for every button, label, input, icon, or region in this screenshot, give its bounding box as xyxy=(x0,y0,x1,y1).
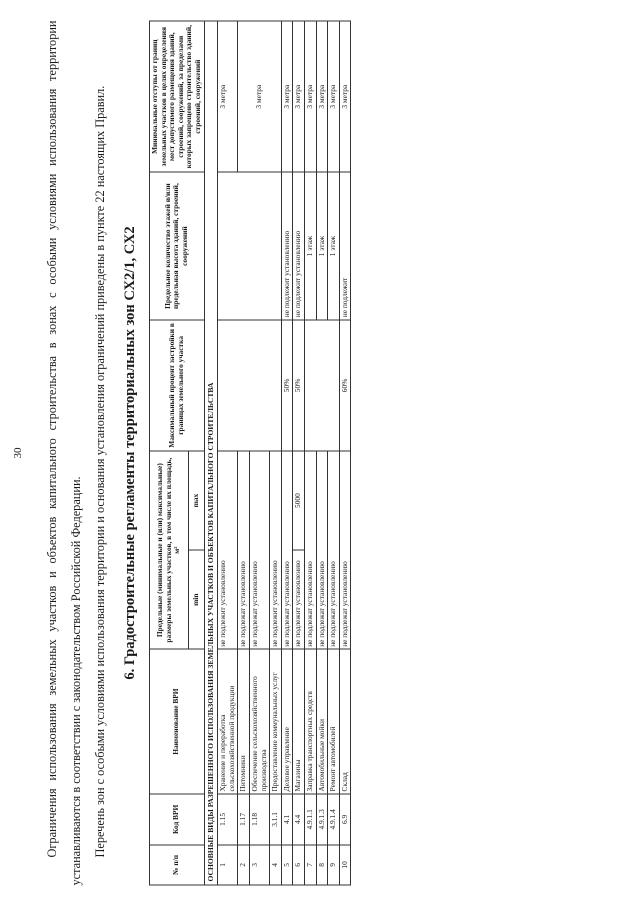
regulations-table xyxy=(149,20,351,885)
cell-size: не подлежат установлению xyxy=(328,451,340,649)
table-row xyxy=(281,21,293,885)
table-row xyxy=(328,21,340,885)
cell-floors: 1 этаж xyxy=(304,172,316,319)
cell-num: 9 xyxy=(328,844,340,884)
header-size: Предельные (минимальные и (или) максимальные) размеры земельных участков, в том числе их площадь, м² xyxy=(150,451,189,649)
table-row xyxy=(304,21,316,885)
cell-setback: 3 метра xyxy=(218,21,238,172)
cell-setback: 3 метра xyxy=(328,21,340,172)
cell-percent: 60% xyxy=(339,319,351,450)
cell-code: 1.17 xyxy=(238,793,250,844)
cell-num: 2 xyxy=(238,844,250,884)
cell-floors: не подлежит установлению xyxy=(293,172,305,319)
section-title: ОСНОВНЫЕ ВИДЫ РАЗРЕШЕННОГО ИСПОЛЬЗОВАНИЯ ЗЕМЕЛЬНЫХ УЧАСТКОВ И ОБЪЕКТОВ КАПИТАЛЬНОГО СТРОИТЕЛЬСТВА xyxy=(204,21,218,885)
cell-name: Автомобильные мойки xyxy=(316,649,328,794)
cell-floors: не подлежит xyxy=(339,172,351,319)
table-row xyxy=(316,21,328,885)
cell-size: не подлежат установлению xyxy=(281,451,293,649)
cell-max: 5000 xyxy=(293,451,305,550)
cell-size: не подлежат установлению xyxy=(238,451,250,649)
header-name: Наименование ВРИ xyxy=(150,649,205,794)
header-code: Код ВРИ xyxy=(150,793,205,844)
cell-num: 3 xyxy=(249,844,269,884)
cell-code: 1.15 xyxy=(218,793,238,844)
cell-num: 4 xyxy=(270,844,282,884)
page-number: 30 xyxy=(12,447,24,458)
cell-size: не подлежит установлению xyxy=(270,451,282,649)
cell-name: Ремонт автомобилей xyxy=(328,649,340,794)
table-section-row xyxy=(204,21,218,885)
cell-num: 8 xyxy=(316,844,328,884)
cell-percent: 50% xyxy=(293,319,305,450)
header-floors: Предельное количество этажей и/или предельная высота зданий, строений, сооружений xyxy=(150,172,205,319)
cell-code: 4.1 xyxy=(281,793,293,844)
cell-code: 4.9.1.4 xyxy=(328,793,340,844)
table-row xyxy=(293,21,305,885)
cell-floors: 1 этаж xyxy=(328,172,340,319)
cell-setback: 3 метра xyxy=(293,21,305,172)
cell-num: 10 xyxy=(339,844,351,884)
cell-code: 1.18 xyxy=(249,793,269,844)
header-max: max xyxy=(188,451,204,550)
cell-percent xyxy=(304,319,339,450)
table-header-row xyxy=(150,21,189,885)
cell-num: 5 xyxy=(281,844,293,884)
cell-name: Хранение и переработка сельскохозяйственной продукции xyxy=(218,649,238,794)
intro-paragraph-2: Перечень зон с особыми условиями использования территории и основания установления ограничений приведены в пункте 22 настоящих Правил. xyxy=(93,85,107,857)
cell-name: Деловое управление xyxy=(281,649,293,794)
rotated-page-content xyxy=(12,20,600,885)
cell-floors: не подлежит установлению xyxy=(281,172,293,319)
cell-setback: 3 метра xyxy=(281,21,293,172)
cell-percent xyxy=(218,319,282,450)
cell-name: Склад xyxy=(339,649,351,794)
cell-size: не подлежит установлению xyxy=(218,451,238,649)
intro-paragraph-1: Ограничения использования земельных участков и объектов капитального строительства в зонах с особыми условиями использования территории устанавливаются в соответствии с законодательством Российской Федерации. xyxy=(45,20,83,885)
header-num: № п/п xyxy=(150,844,205,884)
cell-setback: 3 метра xyxy=(339,21,351,172)
table-row xyxy=(218,21,238,885)
cell-floors xyxy=(218,172,282,319)
cell-code: 4.9.1.3 xyxy=(316,793,328,844)
header-setback: Минимальные отступы от границ земельных участков в целях определения мест допустимого размещения зданий, строений, сооружений, за пределами которых запрещено строительство зданий, строений, сооружений xyxy=(150,21,205,172)
cell-code: 3.1.1 xyxy=(270,793,282,844)
cell-min: не подлежит установлению xyxy=(293,550,305,649)
cell-code: 6.9 xyxy=(339,793,351,844)
cell-setback: 3 метра xyxy=(316,21,328,172)
cell-name: Обеспечение сельскохозяйственного производства xyxy=(249,649,269,794)
cell-num: 7 xyxy=(304,844,316,884)
table-row xyxy=(339,21,351,885)
cell-floors: 1 этаж xyxy=(316,172,328,319)
cell-code: 4.9.1.1 xyxy=(304,793,316,844)
cell-name: Предоставление коммунальных услуг xyxy=(270,649,282,794)
cell-name: Магазины xyxy=(293,649,305,794)
header-min: min xyxy=(188,550,204,649)
cell-code: 4.4 xyxy=(293,793,305,844)
cell-size: не подлежат установлению xyxy=(304,451,316,649)
table-row xyxy=(238,21,250,885)
cell-size: не подлежат установлению xyxy=(316,451,328,649)
section-heading: 6. Градостроительные регламенты территориальных зон СХ2/1, СХ2 xyxy=(122,225,138,680)
cell-name: Заправка транспортных средств xyxy=(304,649,316,794)
cell-name: Питомники xyxy=(238,649,250,794)
cell-percent: 50% xyxy=(281,319,293,450)
cell-size: не подлежат установлению xyxy=(249,451,269,649)
cell-num: 1 xyxy=(218,844,238,884)
header-percent: Максимальный процент застройки в границах земельного участка xyxy=(150,319,205,450)
cell-setback: 3 метра xyxy=(238,21,281,172)
cell-size: не подлежат установлению xyxy=(339,451,351,649)
cell-setback: 3 метра xyxy=(304,21,316,172)
cell-num: 6 xyxy=(293,844,305,884)
